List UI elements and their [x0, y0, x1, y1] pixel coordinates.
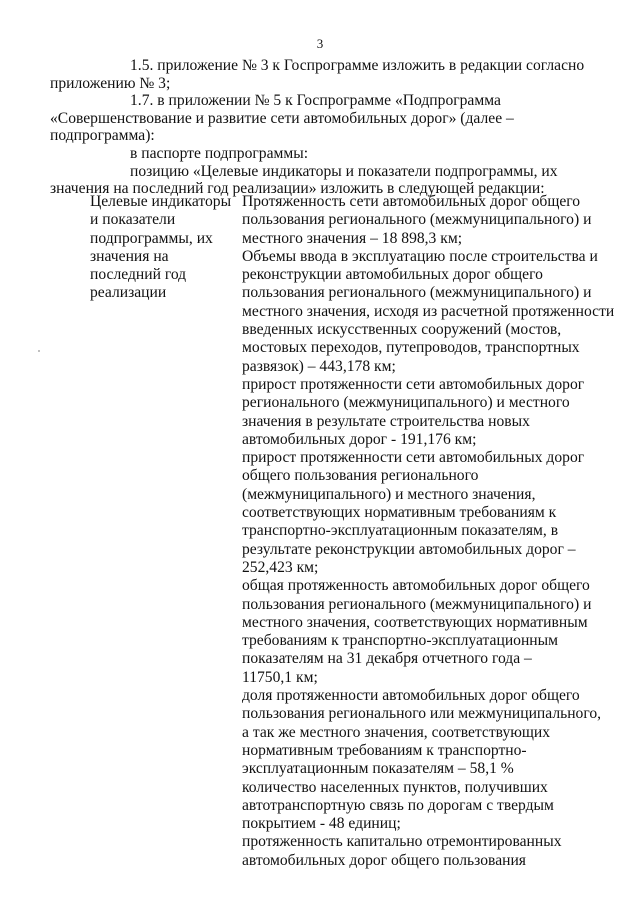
paragraph-position-line-1: позицию «Целевые индикаторы и показатели подпрограммы, их: [130, 162, 558, 180]
value-line: нормативным требованиям к транспортно-: [242, 741, 527, 759]
value-line: пользования регионального или межмуниципального,: [242, 705, 602, 723]
value-line: автотранспортную связь по дорогам с твердым: [242, 796, 554, 814]
paragraph-1-5: [50, 57, 600, 92]
value-line: пользования регионального (межмуниципального) и: [242, 595, 592, 613]
value-line: количество населенных пунктов, получивших: [242, 778, 548, 796]
indicators-label-column: [90, 193, 242, 870]
value-line: местного значения, соответствующих нормативным: [242, 613, 588, 631]
paragraph-1-7: [50, 92, 600, 145]
value-line: общего пользования регионального: [242, 467, 479, 485]
value-line: доля протяженности автомобильных дорог общего: [242, 687, 580, 705]
value-line: развязок) – 443,178 км;: [242, 357, 396, 375]
value-line: общая протяженность автомобильных дорог общего: [242, 577, 590, 595]
paragraph-1-7-line-1: 1.7. в приложении № 5 к Госпрограмме «Подпрограмма: [130, 92, 501, 110]
value-line: автомобильных дорог - 191,176 км;: [242, 430, 477, 448]
value-line: показателям на 31 декабря отчетного года –: [242, 650, 532, 668]
value-line: 252,423 км;: [242, 558, 319, 576]
value-line: а так же местного значения, соответствующих: [242, 723, 551, 741]
scan-speck: [38, 350, 40, 352]
value-line: местного значения, исходя из расчетной протяженности: [242, 302, 615, 320]
value-line: покрытием - 48 единиц;: [242, 815, 401, 833]
paragraph-position-line-2: значения на последний год реализации» изложить в следующей редакции:: [50, 180, 545, 198]
value-line: прирост протяженности сети автомобильных дорог: [242, 449, 585, 467]
label-line: Целевые индикаторы: [90, 193, 232, 210]
indicators-table: [90, 193, 615, 870]
intro-text: [50, 57, 600, 198]
paragraph-1-7-line-2: «Совершенствование и развитие сети автомобильных дорог» (далее –: [50, 109, 514, 127]
label-line: последний год: [90, 266, 187, 284]
value-line: результате реконструкции автомобильных дорог –: [242, 540, 576, 558]
value-line: требованиям к транспортно-эксплуатационным: [242, 632, 558, 650]
value-line: эксплуатационным показателям – 58,1 %: [242, 760, 514, 778]
value-line: Протяженность сети автомобильных дорог общего: [242, 193, 581, 210]
paragraph-passport: в паспорте подпрограммы:: [130, 144, 309, 162]
value-line: значения в результате строительства новых: [242, 412, 530, 430]
value-line: (межмуниципального) и местного значения,: [242, 485, 536, 503]
value-line: пользования регионального (межмуниципального) и: [242, 284, 592, 302]
value-line: транспортно-эксплуатационным показателям, в: [242, 522, 559, 540]
label-line: реализации: [90, 284, 167, 302]
value-line: Объемы ввода в эксплуатацию после строительства и: [242, 247, 598, 265]
indicators-values-column: [242, 193, 615, 870]
value-line: пользования регионального (межмуниципального) и: [242, 211, 592, 229]
value-line: мостовых переходов, путепроводов, транспортных: [242, 339, 580, 357]
value-line: регионального (межмуниципального) и местного: [242, 394, 570, 412]
value-line: введенных искусственных сооружений (мостов,: [242, 321, 562, 339]
paragraph-1-7-line-3: подпрограмма):: [50, 127, 155, 145]
value-line: прирост протяженности сети автомобильных дорог: [242, 375, 585, 393]
value-line: 11750,1 км;: [242, 668, 318, 686]
value-line: протяженность капитально отремонтированных: [242, 833, 562, 851]
value-line: местного значения – 18 898,3 км;: [242, 229, 463, 247]
paragraph-1-5-line-2: приложению № 3;: [50, 74, 171, 92]
label-line: и показатели: [90, 211, 176, 229]
value-line: автомобильных дорог общего пользования: [242, 851, 526, 869]
page-number: 3: [316, 36, 324, 51]
value-line: реконструкции автомобильных дорог общего: [242, 266, 543, 284]
label-line: подпрограммы, их: [90, 229, 213, 247]
label-line: значения на: [90, 247, 169, 265]
value-line: соответствующих нормативным требованиям к: [242, 504, 557, 522]
paragraph-1-5-line-1: 1.5. приложение № 3 к Госпрограмме изложить в редакции согласно: [130, 57, 585, 74]
